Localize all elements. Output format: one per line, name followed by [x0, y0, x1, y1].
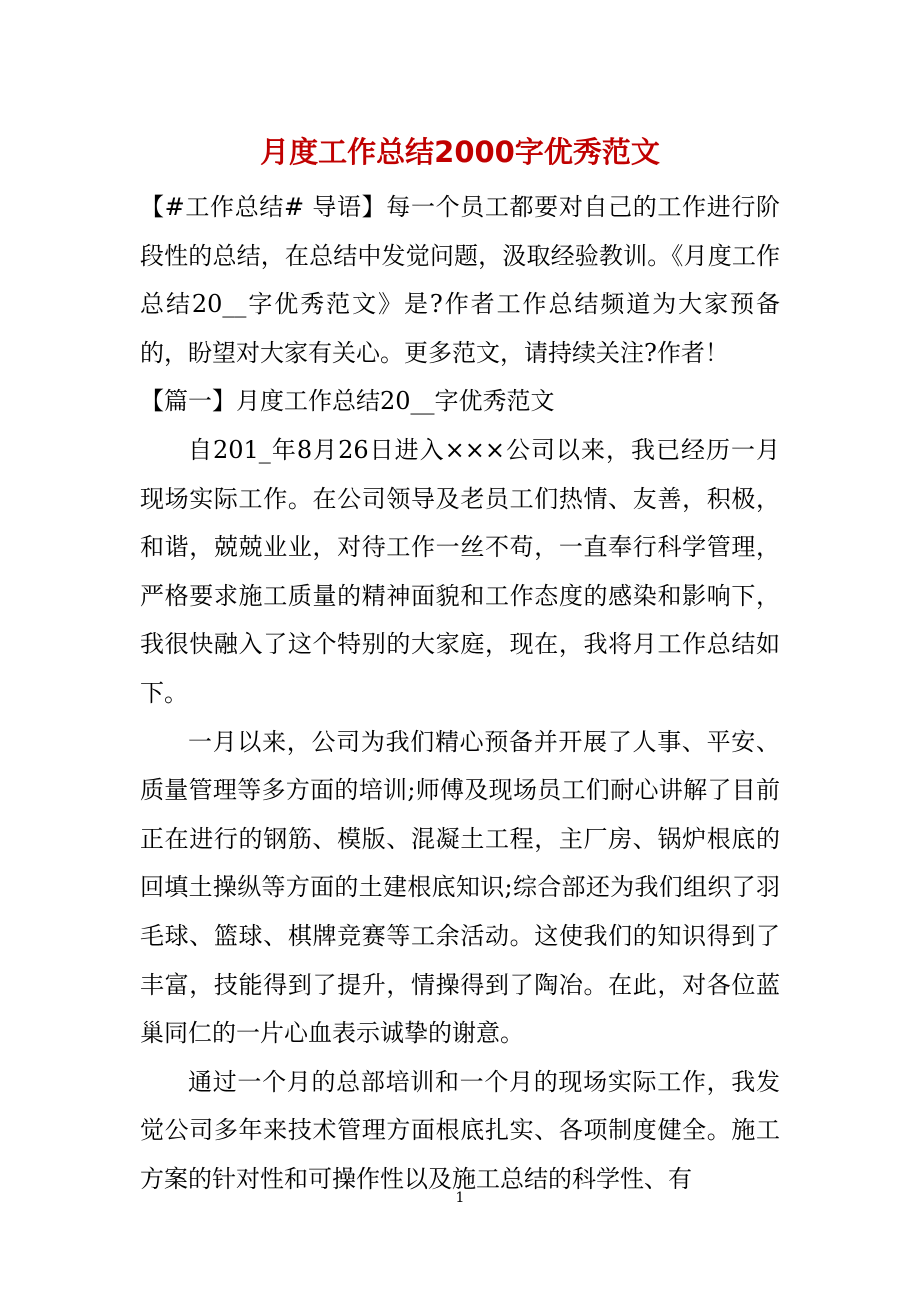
intro-paragraph: 【#工作总结# 导语】每一个员工都要对自己的工作进行阶段性的总结，在总结中发觉问题，汲取经验教训。《月度工作总结20__字优秀范文》是?作者工作总结频道为大家预备的，盼望对大家有关心。更多范文，请持续关注?作者！	[140, 193, 780, 367]
body-paragraph: 通过一个月的总部培训和一个月的现场实际工作，我发觉公司多年来技术管理方面根底扎实、各项制度健全。施工方案的针对性和可操作性以及施工总结的科学性、有	[140, 1067, 780, 1193]
document-title: 月度工作总结2000字优秀范文	[260, 135, 660, 169]
page-number: 1	[455, 1190, 465, 1206]
body-paragraph: 自201_年8月26日进入×××公司以来，我已经历一月现场实际工作。在公司领导及老员工们热情、友善，积极，和谐，兢兢业业，对待工作一丝不苟，一直奉行科学管理，严格要求施工质量的精神面貌和工作态度的感染和影响下，我很快融入了这个特别的大家庭，现在，我将月工作总结如下。	[140, 435, 780, 707]
document-body	[140, 183, 780, 1203]
section-heading: 【篇一】月度工作总结20__字优秀范文	[140, 387, 555, 416]
body-paragraph: 一月以来，公司为我们精心预备并开展了人事、平安、质量管理等多方面的培训;师傅及现场员工们耐心讲解了目前正在进行的钢筋、模版、混凝土工程，主厂房、锅炉根底的回填土操纵等方面的土建根底知识;综合部还为我们组织了羽毛球、篮球、棋牌竞赛等工余活动。这使我们的知识得到了丰富，技能得到了提升，情操得到了陶冶。在此，对各位蓝巢同仁的一片心血表示诚挚的谢意。	[140, 727, 780, 1048]
